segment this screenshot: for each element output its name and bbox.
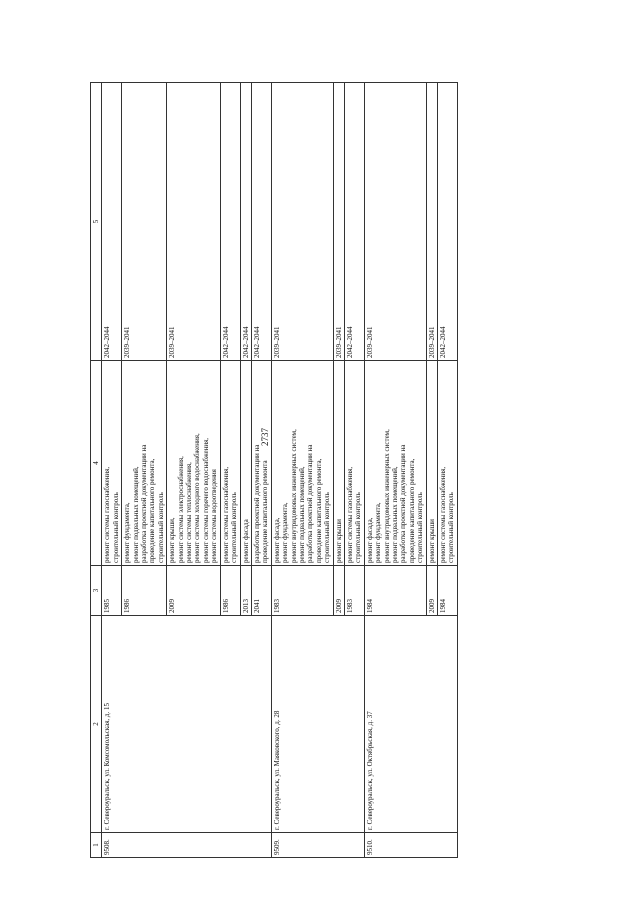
work-item: строительный контроль (354, 492, 363, 563)
year-cell: 2009 (333, 566, 344, 616)
work-item: ремонт подвальных помещений, (297, 466, 306, 563)
period-cell: 2042–2044 (251, 83, 271, 361)
work-item: ремонт фундамента, (374, 502, 383, 563)
header-row (91, 83, 102, 858)
year-cell: 2041 (251, 566, 271, 616)
work-types-cell (122, 361, 167, 566)
work-item: ремонт системы газоснабжения, (221, 466, 230, 563)
work-item: строительный контроль (447, 492, 456, 563)
page-number: 2737 (260, 428, 270, 446)
period-cell: 2039–2041 (122, 83, 167, 361)
year-cell: 2009 (426, 566, 437, 616)
work-item: разработка проектной документации на (399, 444, 408, 563)
building-address: г. Североуральск, ул. Маяковского, д. 28 (271, 616, 364, 833)
rotated-table-container (90, 83, 560, 858)
year-cell: 1983 (344, 566, 364, 616)
work-types-cell (333, 361, 344, 566)
work-item: строительный контроль (156, 492, 165, 563)
year-cell: 1984 (438, 566, 458, 616)
period-cell: 2042–2044 (102, 83, 122, 361)
period-cell: 2042–2044 (240, 83, 251, 361)
work-item: разработка проектной документации на (140, 444, 149, 563)
table-row (271, 83, 333, 858)
year-cell: 2009 (167, 566, 220, 616)
work-item: ремонт фундамента, (281, 502, 290, 563)
work-item: ремонт системы теплоснабжения, (185, 462, 194, 563)
year-cell: 2013 (240, 566, 251, 616)
work-item: строительный контроль (230, 492, 239, 563)
work-item: ремонт системы холодного водоснабжения, (193, 433, 202, 563)
work-item: проведение капитального ремонта, (407, 458, 416, 563)
work-item: ремонт фасада, (365, 517, 374, 563)
work-item: ремонт внутридомовых инженерных систем, (289, 429, 298, 563)
period-cell: 2039–2041 (271, 83, 333, 361)
work-item: ремонт фасада, (272, 517, 281, 563)
work-types-cell (438, 361, 458, 566)
work-item: ремонт фасада (241, 519, 250, 563)
header-col-5: 5 (91, 83, 102, 361)
work-item: ремонт системы газоснабжения, (439, 466, 448, 563)
period-cell: 2039–2041 (333, 83, 344, 361)
header-col-3: 3 (91, 566, 102, 616)
year-cell: 1985 (102, 566, 122, 616)
entry-number: 9508. (102, 833, 271, 858)
work-item: разработка проектной документации на (306, 444, 315, 563)
work-types-cell (344, 361, 364, 566)
work-item: ремонт внутридомовых инженерных систем, (382, 429, 391, 563)
table-body (102, 83, 457, 858)
year-cell: 1983 (271, 566, 333, 616)
work-item: ремонт фундамента, (123, 502, 132, 563)
repair-schedule-table (90, 82, 458, 858)
work-item: проведение капитального ремонта (261, 460, 270, 563)
period-cell: 2039–2041 (364, 83, 426, 361)
work-item: проведение капитального ремонта, (148, 458, 157, 563)
work-types-cell (364, 361, 426, 566)
work-types-cell (271, 361, 333, 566)
work-item: строительный контроль (416, 492, 425, 563)
work-types-cell (251, 361, 271, 566)
work-item: ремонт системы газоснабжения, (103, 466, 112, 563)
work-item: ремонт подвальных помещений, (131, 466, 140, 563)
work-item: ремонт крыши (427, 519, 436, 563)
year-cell: 1986 (122, 566, 167, 616)
period-cell: 2042–2044 (344, 83, 364, 361)
work-item: разработка проектной документации на (252, 444, 261, 563)
work-item: ремонт подвальных помещений, (391, 466, 399, 563)
period-cell: 2042–2044 (220, 83, 240, 361)
period-cell: 2039–2041 (167, 83, 220, 361)
work-types-cell (426, 361, 437, 566)
entry-number: 9510. (364, 833, 457, 858)
header-col-1: 1 (91, 833, 102, 858)
work-item: ремонт системы газоснабжения, (345, 466, 354, 563)
work-item: ремонт системы водоотведения (210, 469, 219, 563)
work-types-cell (167, 361, 220, 566)
work-types-cell (240, 361, 251, 566)
work-types-cell (102, 361, 122, 566)
building-address: г. Североуральск, ул. Октябрьская, д. 37 (364, 616, 457, 833)
work-item: ремонт системы электроснабжения, (176, 456, 185, 563)
work-item: ремонт системы горячего водоснабжения, (201, 437, 210, 563)
work-item: проведение капитального ремонта, (314, 458, 323, 563)
work-item: ремонт крыши, (168, 517, 177, 563)
year-cell: 1984 (364, 566, 426, 616)
header-col-4: 4 (91, 361, 102, 566)
header-col-2: 2 (91, 616, 102, 833)
work-item: строительный контроль (323, 492, 332, 563)
year-cell: 1986 (220, 566, 240, 616)
entry-number: 9509. (271, 833, 364, 858)
building-address: г. Североуральск, ул. Комсомольская, д. 15 (102, 616, 271, 833)
work-item: строительный контроль (111, 492, 120, 563)
table-row (364, 83, 426, 858)
period-cell: 2042–2044 (438, 83, 458, 361)
table-row (102, 83, 122, 858)
work-types-cell (220, 361, 240, 566)
work-item: ремонт крыши (334, 519, 343, 563)
period-cell: 2039–2041 (426, 83, 437, 361)
